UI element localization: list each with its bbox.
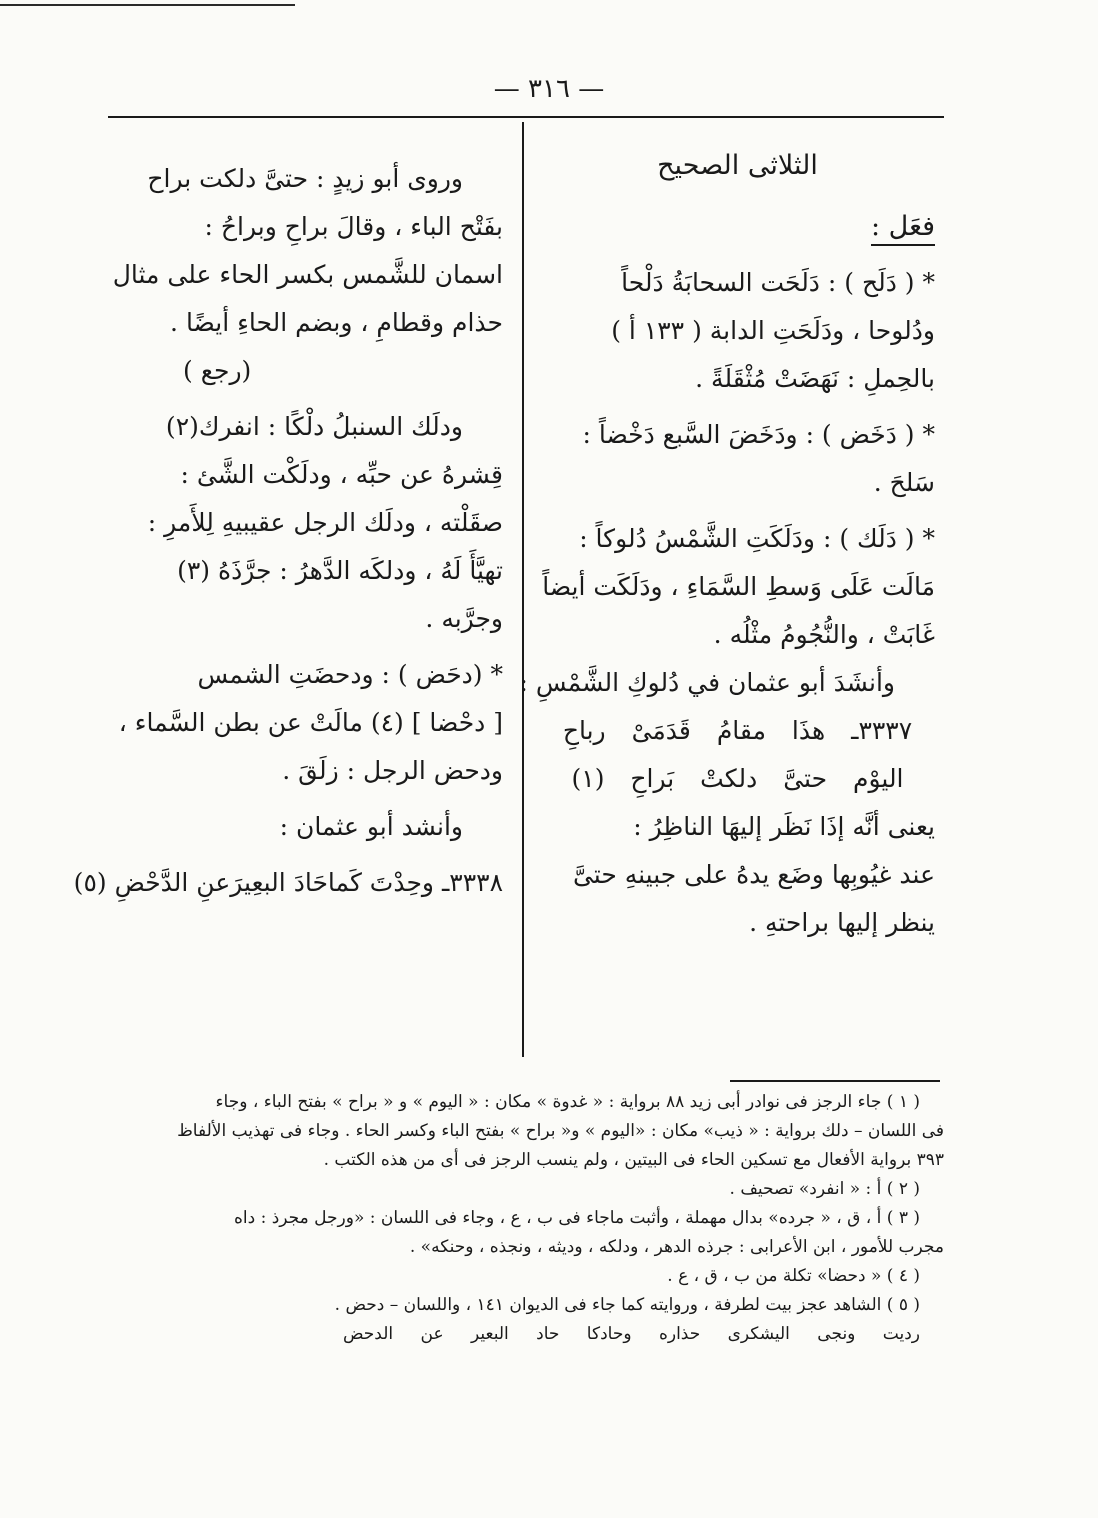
verse-line: ٣٣٣٨ـ وحِدْتَ كَماحَادَ البعِيرَعنِ الدَّحْضِ (٥)	[73, 868, 503, 897]
text-line: مَالَت عَلَى وَسطِ السَّمَاءِ ، ودَلَكَت أيضاً	[542, 572, 935, 601]
verse-line: ٣٣٣٧ـ هذَا مقامُ قَدَمَىْ رباحِ	[562, 716, 913, 745]
footnote-line: ( ٣ ) أ ، ق ، « جرده» بدال مهملة ، وأثبت ماجاء فى ب ، ع ، وجاء فى اللسان : «ورجل مجرذ : داه	[233, 1208, 920, 1228]
text-line: * ( دَخَض ) : ودَخَضَ السَّبع دَخْضاً :	[582, 420, 935, 449]
text-line: غَابَتْ ، والنُّجُومُ مثْلُه .	[713, 620, 935, 649]
left-column	[73, 160, 503, 902]
text-line: ودُلوحا ، ودَلَحَتِ الدابة ( ١٣٣ أ )	[611, 316, 935, 345]
text-line: قِشرهُ عن حبِّه ، ودلَكْت الشَّئ :	[180, 460, 503, 489]
text-line: عند غيُوبِها وضَع يدهُ على جبينهِ حتىَّ	[572, 860, 935, 889]
footnote-line: ( ١ ) جاء الرجز فى نوادر أبى زيد ٨٨ برواية : « غدوة » مكان : « اليوم » و « براح » بفتح الباء ، وجاء	[215, 1092, 920, 1112]
text-line: * ( دَلَح ) : دَلَحَت السحابَةُ دَلْحاً	[621, 268, 935, 297]
footnote-line: ٣٩٣ برواية الأفعال مع تسكين الحاء فى البيتين ، ولم ينسب الرجز فى أى من هذه الكتب .	[323, 1150, 944, 1170]
text-line: [ دحْضا ] (٤) مالَتْ عن بطن السَّماء ،	[118, 708, 503, 737]
text-line: ودحض الرجل : زلَقَ .	[282, 756, 503, 785]
subheading: فعَل :	[871, 211, 935, 246]
column-divider	[522, 122, 524, 1057]
text-line: يعنى أنَّه إذَا نَظَر إليهَا الناظِرُ :	[633, 812, 935, 841]
text-line: * ( دَلَك ) : ودَلَكَتِ الشَّمْسُ دُلوكاً :	[579, 524, 935, 553]
right-column	[519, 150, 935, 942]
text-line: وأنشَدَ أبو عثمان في دُلوكِ الشَّمْسِ :	[519, 668, 895, 697]
subheading-wrap	[540, 211, 935, 264]
text-line: بفَتْح الباء ، وقالَ براحِ وبراحُ :	[204, 212, 503, 241]
section-heading: الثلاثى الصحيح	[657, 150, 818, 181]
footnote-line: مجرب للأمور ، ابن الأعرابى : جرذه الدهر ، ودلكه ، وديثه ، ونجذه ، وحنكه» .	[409, 1237, 944, 1257]
text-line: وجرَّبه .	[425, 604, 503, 633]
text-line: بالحِملِ : نَهَضَتْ مُثْقَلَةً .	[695, 364, 935, 393]
footnote-verse: رديت ونجى اليشكرى حذاره وحادكا حاد البعير عن الدحض	[342, 1324, 920, 1344]
text-line: وأنشد أبو عثمان :	[279, 812, 463, 841]
text-line: سَلحَ .	[873, 468, 935, 497]
footnote-line: ( ٤ ) « دحضا» تكلة من ب ، ق ، ع .	[667, 1266, 920, 1286]
top-edge-rule	[0, 4, 295, 6]
text-line: (رجع )	[183, 356, 252, 385]
verse-line: اليوْم حتىَّ دلكتْ بَراحِ (١)	[571, 764, 904, 793]
footnote-line: فى اللسان – دلك برواية : « ذيب» مكان : «اليوم » و« براح » بفتح الباء وكسر الحاء . وجاء فى تهذيب الألفاظ	[177, 1121, 944, 1141]
page-number: — ٣١٦ —	[493, 74, 605, 104]
footnote-line: ( ٥ ) الشاهد عجز بيت لطرفة ، وروايته كما جاء فى الديوان ١٤١ ، واللسان – دحض .	[334, 1295, 920, 1315]
text-line: ينظر إليها براحتهِ .	[749, 908, 935, 937]
footnote-rule	[730, 1080, 940, 1082]
header-rule	[108, 116, 944, 118]
footnotes	[108, 1088, 944, 1349]
text-line: صقَلْته ، ودلَك الرجل عقيبيهِ لِلأَمرِ :	[147, 508, 503, 537]
text-line: وروى أبو زيدٍ : حتىَّ دلكت براح	[147, 164, 463, 193]
text-line: * (دحَض ) : ودحضَتِ الشمس	[197, 660, 503, 689]
text-line: تهيَّأَ لَهُ ، ودلكَه الدَّهرُ : جرَّذَهُ (٣)	[177, 556, 503, 585]
footnote-line: ( ٢ ) أ : « انفرد» تصحيف .	[729, 1179, 920, 1199]
text-line: ودلَك السنبلُ دلْكًا : انفرك(٢)	[165, 412, 463, 441]
text-line: حذام وقطامِ ، وبضم الحاءِ أيضًا .	[170, 308, 503, 337]
text-line: اسمان للشَّمس بكسر الحاء على مثال	[112, 260, 503, 289]
